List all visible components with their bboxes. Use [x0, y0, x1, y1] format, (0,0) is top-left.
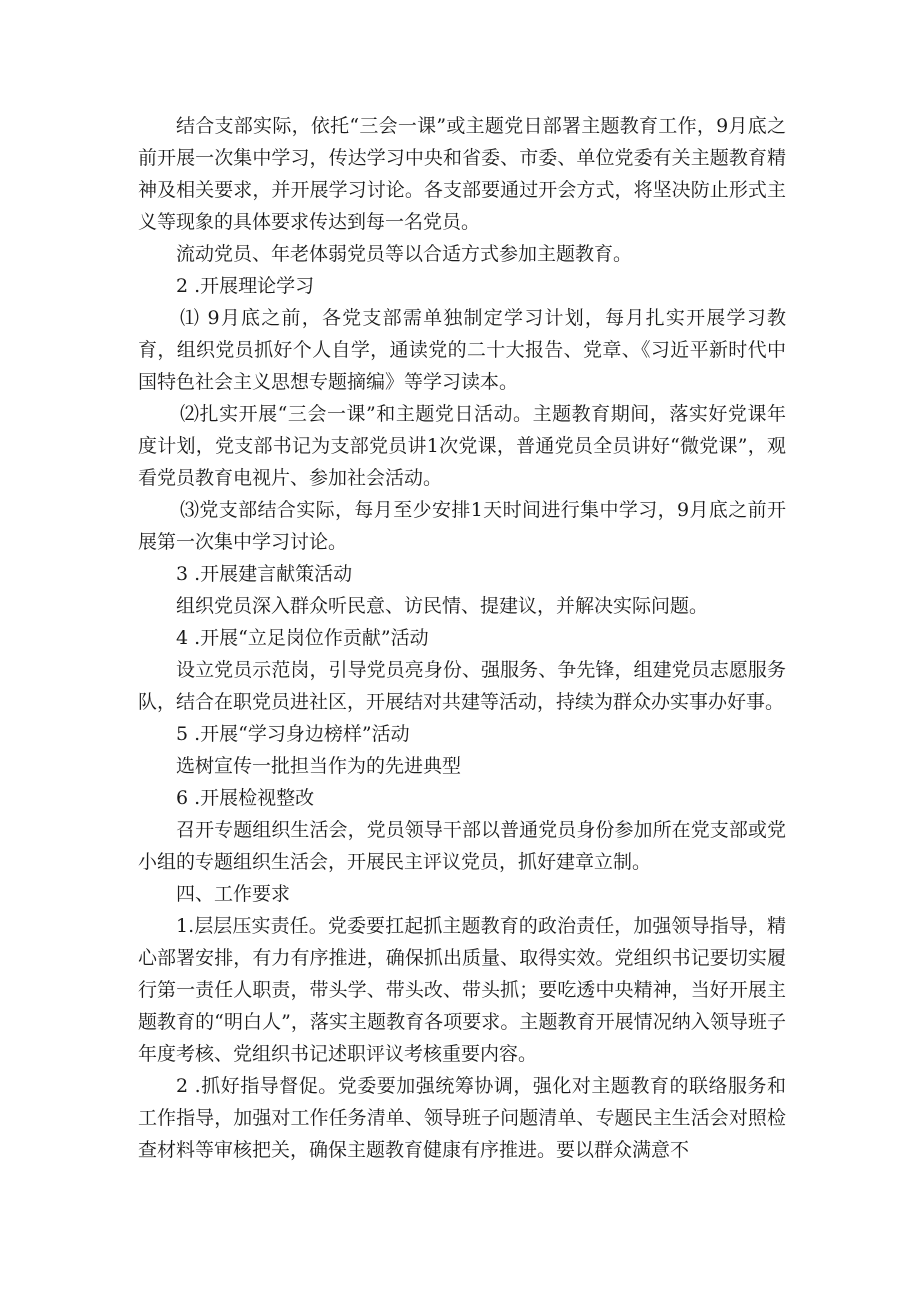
paragraph-party-lessons: ⑵扎实开展“三会一课”和主题党日活动。主题教育期间，落实好党课年度计划，党支部书记为支部党员讲1次党课，普通党员全员讲好“微党课”，观看党员教育电视片、参加社会活动。: [138, 403, 786, 489]
paragraph-study-plan: ⑴ 9月底之前，各党支部需单独制定学习计划，每月扎实开展学习教育，组织党员抓好个人自学，通读党的二十大报告、党章、《习近平新时代中国特色社会主义思想专题摘编》等学习读本。: [138, 307, 786, 393]
paragraph-monthly-study: ⑶党支部结合实际，每月至少安排1天时间进行集中学习，9月底之前开展第一次集中学习讨论。: [138, 499, 786, 553]
heading-post-contribution: 4 .开展“立足岗位作贡献”活动: [176, 627, 429, 649]
heading-role-models: 5 .开展“学习身边榜样”活动: [176, 723, 410, 745]
document-body: [138, 110, 786, 1166]
paragraph-study-meeting: 结合支部实际，依托“三会一课”或主题党日部署主题教育工作，9月底之前开展一次集中学习，传达学习中央和省委、市委、单位党委有关主题教育精神及相关要求，并开展学习讨论。各支部要通过开会方式，将坚决防止形式主义等现象的具体要求传达到每一名党员。: [138, 115, 786, 233]
paragraph-suggestions: 组织党员深入群众听民意、访民情、提建议，并解决实际问题。: [176, 595, 709, 617]
paragraph-post-contribution: 设立党员示范岗，引导党员亮身份、强服务、争先锋，组建党员志愿服务队，结合在职党员进社区，开展结对共建等活动，持续为群众办实事办好事。: [138, 659, 786, 713]
paragraph-rectification: 召开专题组织生活会，党员领导干部以普通党员身份参加所在党支部或党小组的专题组织生活会，开展民主评议党员，抓好建章立制。: [138, 819, 786, 873]
heading-rectification: 6 .开展检视整改: [176, 787, 315, 809]
paragraph-role-models: 选树宣传一批担当作为的先进典型: [176, 755, 462, 777]
paragraph-responsibility: 1.层层压实责任。党委要扛起抓主题教育的政治责任，加强领导指导，精心部署安排，有力有序推进，确保抓出质量、取得实效。党组织书记要切实履行第一责任人职责，带头学、带头改、带头抓；要吃透中央精神，当好开展主题教育的“明白人”，落实主题教育各项要求。主题教育开展情况纳入领导班子年度考核、党组织书记述职评议考核重要内容。: [138, 915, 786, 1065]
section-title-work-requirements: 四、工作要求: [176, 883, 291, 905]
paragraph-mobile-members: 流动党员、年老体弱党员等以合适方式参加主题教育。: [176, 243, 633, 265]
heading-suggestions: 3 .开展建言献策活动: [176, 563, 353, 585]
heading-theory-study: 2 .开展理论学习: [176, 275, 315, 297]
paragraph-supervision: 2 .抓好指导督促。党委要加强统筹协调，强化对主题教育的联络服务和工作指导，加强对工作任务清单、领导班子问题清单、专题民主生活会对照检查材料等审核把关，确保主题教育健康有序推进。要以群众满意不: [138, 1075, 786, 1161]
